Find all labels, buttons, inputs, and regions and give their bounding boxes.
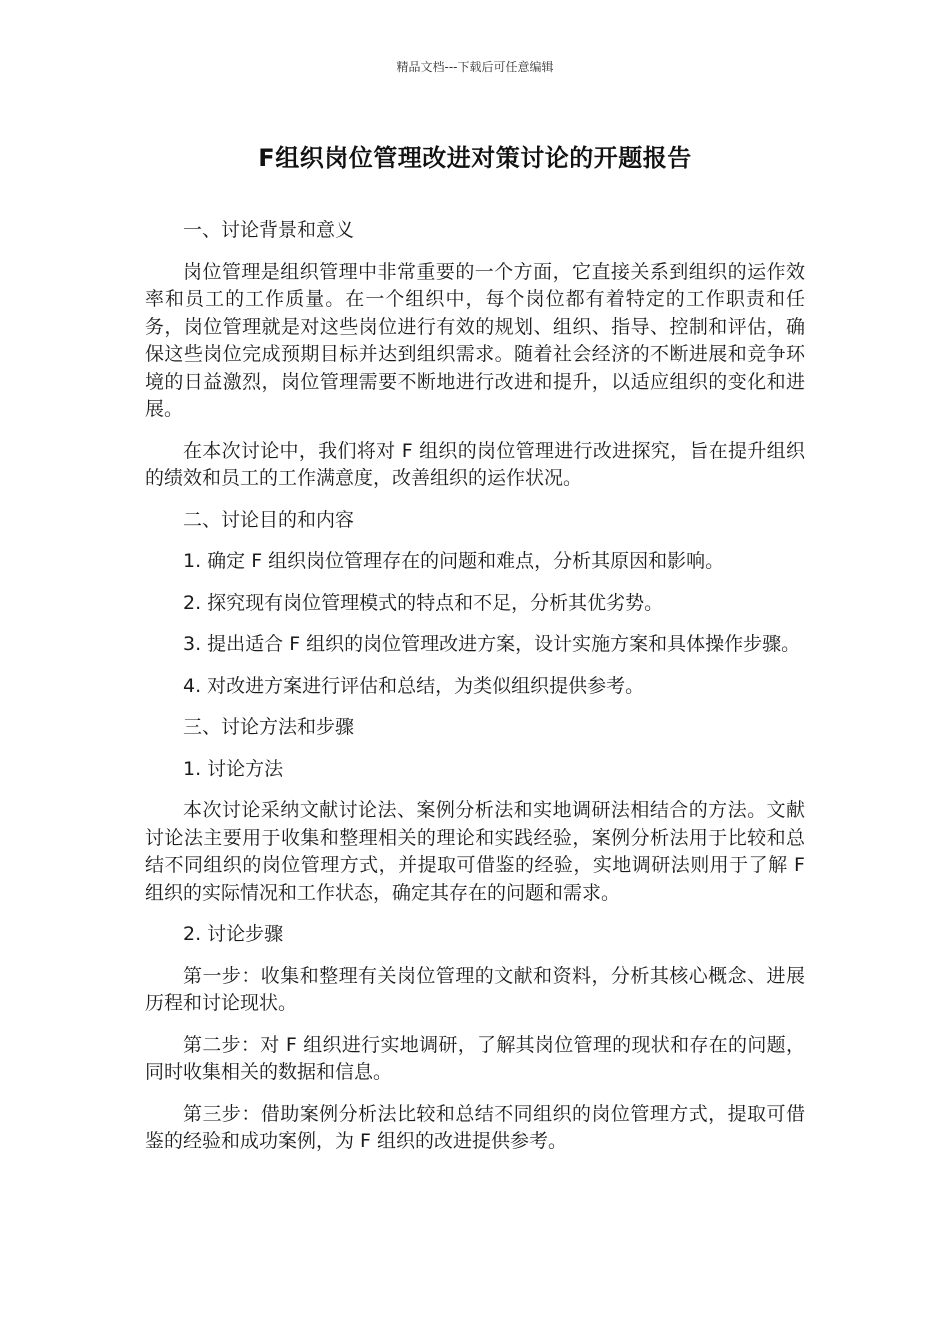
objective-item-1: 1. 确定 F 组织岗位管理存在的问题和难点，分析其原因和影响。 bbox=[183, 550, 725, 572]
document-title: F组织岗位管理改进对策讨论的开题报告 bbox=[258, 144, 692, 172]
paragraph-methods: 本次讨论采纳文献讨论法、案例分析法和实地调研法相结合的方法。文献讨论法主要用于收集和整理相关的理论和实践经验，案例分析法用于比较和总结不同组织的岗位管理方式，并提取可借鉴的经验，实地调研法则用于了解 F 组织的实际情况和工作状态，确定其存在的问题和需求。 bbox=[145, 799, 805, 904]
paragraph-study-scope: 在本次讨论中，我们将对 F 组织的岗位管理进行改进探究，旨在提升组织的绩效和员工的工作满意度，改善组织的运作状况。 bbox=[145, 439, 805, 489]
step-item-3: 第三步：借助案例分析法比较和总结不同组织的岗位管理方式，提取可借鉴的经验和成功案例，为 F 组织的改进提供参考。 bbox=[145, 1102, 805, 1152]
subheading-methods: 1. 讨论方法 bbox=[183, 757, 284, 780]
header-note: 精品文档---下载后可任意编辑 bbox=[396, 60, 554, 74]
paragraph-background: 岗位管理是组织管理中非常重要的一个方面，它直接关系到组织的运作效率和员工的工作质量。在一个组织中，每个岗位都有着特定的工作职责和任务，岗位管理就是对这些岗位进行有效的规划、组织、指导、控制和评估，确保这些岗位完成预期目标并达到组织需求。随着社会经济的不断进展和竞争环境的日益激烈，岗位管理需要不断地进行改进和提升，以适应组织的变化和进展。 bbox=[145, 260, 805, 420]
section-heading-methods: 三、讨论方法和步骤 bbox=[183, 716, 355, 738]
step-item-2: 第二步：对 F 组织进行实地调研，了解其岗位管理的现状和存在的问题，同时收集相关的数据和信息。 bbox=[145, 1033, 805, 1083]
objective-item-2: 2. 探究现有岗位管理模式的特点和不足，分析其优劣势。 bbox=[183, 591, 664, 614]
section-heading-objectives: 二、讨论目的和内容 bbox=[183, 508, 355, 531]
objective-item-3: 3. 提出适合 F 组织的岗位管理改进方案，设计实施方案和具体操作步骤。 bbox=[183, 633, 801, 655]
step-item-1: 第一步：收集和整理有关岗位管理的文献和资料，分析其核心概念、进展历程和讨论现状。 bbox=[145, 964, 805, 1014]
objective-item-4: 4. 对改进方案进行评估和总结，为类似组织提供参考。 bbox=[183, 674, 645, 697]
document-body bbox=[145, 217, 805, 1170]
subheading-steps: 2. 讨论步骤 bbox=[183, 923, 284, 945]
section-heading-background: 一、讨论背景和意义 bbox=[183, 219, 355, 241]
